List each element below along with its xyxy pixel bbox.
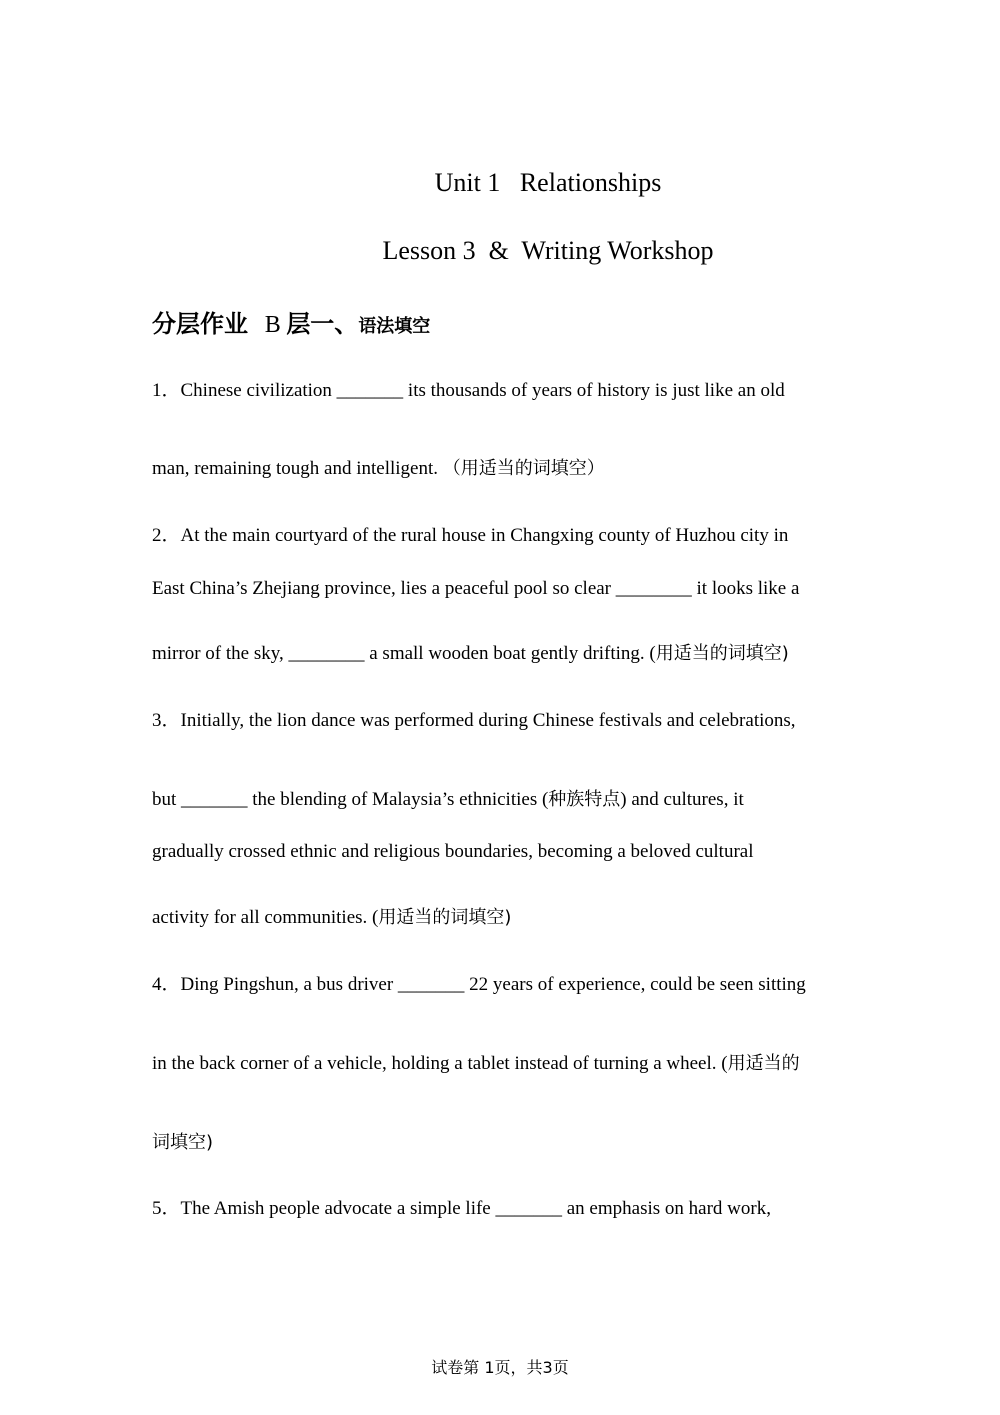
instruction-note: （用适当的词填空） <box>442 458 605 479</box>
gloss-note: 种族特点 <box>548 789 621 810</box>
question-3-line-2: but _______ the blending of Malaysia’s ethnicities (种族特点) and cultures, it <box>152 789 744 810</box>
question-1-line-1: 1．Chinese civilization _______ its thousands of years of history is just like an old <box>152 380 785 401</box>
question-3-line-4: activity for all communities. (用适当的词填空) <box>152 907 512 928</box>
question-2-line-1: 2．At the main courtyard of the rural house in Changxing county of Huzhou city in <box>152 525 789 546</box>
question-4-line-2: in the back corner of a vehicle, holding a tablet instead of turning a wheel. (用适当的 <box>152 1053 800 1074</box>
instruction-note: 词填空) <box>152 1132 214 1153</box>
question-4-line-1: 4．Ding Pingshun, a bus driver _______ 22 years of experience, could be seen sitting <box>152 974 806 995</box>
instruction-note: 用适当的词填空) <box>378 907 512 928</box>
question-2-line-2: East China’s Zhejiang province, lies a peaceful pool so clear ________ it looks like a <box>152 578 800 599</box>
question-2-line-3: mirror of the sky, ________ a small wooden boat gently drifting. (用适当的词填空) <box>152 643 789 664</box>
question-4-line-3 <box>152 1131 213 1155</box>
lesson-title: Lesson 3 & Writing Workshop <box>382 236 714 265</box>
question-3-line-1: 3．Initially, the lion dance was performed during Chinese festivals and celebrations, <box>152 710 796 731</box>
page-number: 试卷第 1页，共3页 <box>431 1358 569 1377</box>
heading-level-label: 层一、 <box>286 310 359 338</box>
section-heading <box>152 304 430 339</box>
question-3-line-3: gradually crossed ethnic and religious boundaries, becoming a beloved cultural <box>152 841 754 862</box>
question-5-line-1: 5．The Amish people advocate a simple life _______ an emphasis on hard work, <box>152 1198 771 1219</box>
heading-section-type: 语法填空 <box>358 316 431 337</box>
instruction-note: 用适当的 <box>727 1053 800 1074</box>
heading-level-letter: B <box>264 312 281 338</box>
heading-layered-homework: 分层作业 <box>152 310 248 338</box>
unit-title: Unit 1 Relationships <box>434 168 662 197</box>
instruction-note: 用适当的词填空) <box>655 643 789 664</box>
question-1-line-2: man, remaining tough and intelligent. （用适当的词填空） <box>152 458 605 479</box>
